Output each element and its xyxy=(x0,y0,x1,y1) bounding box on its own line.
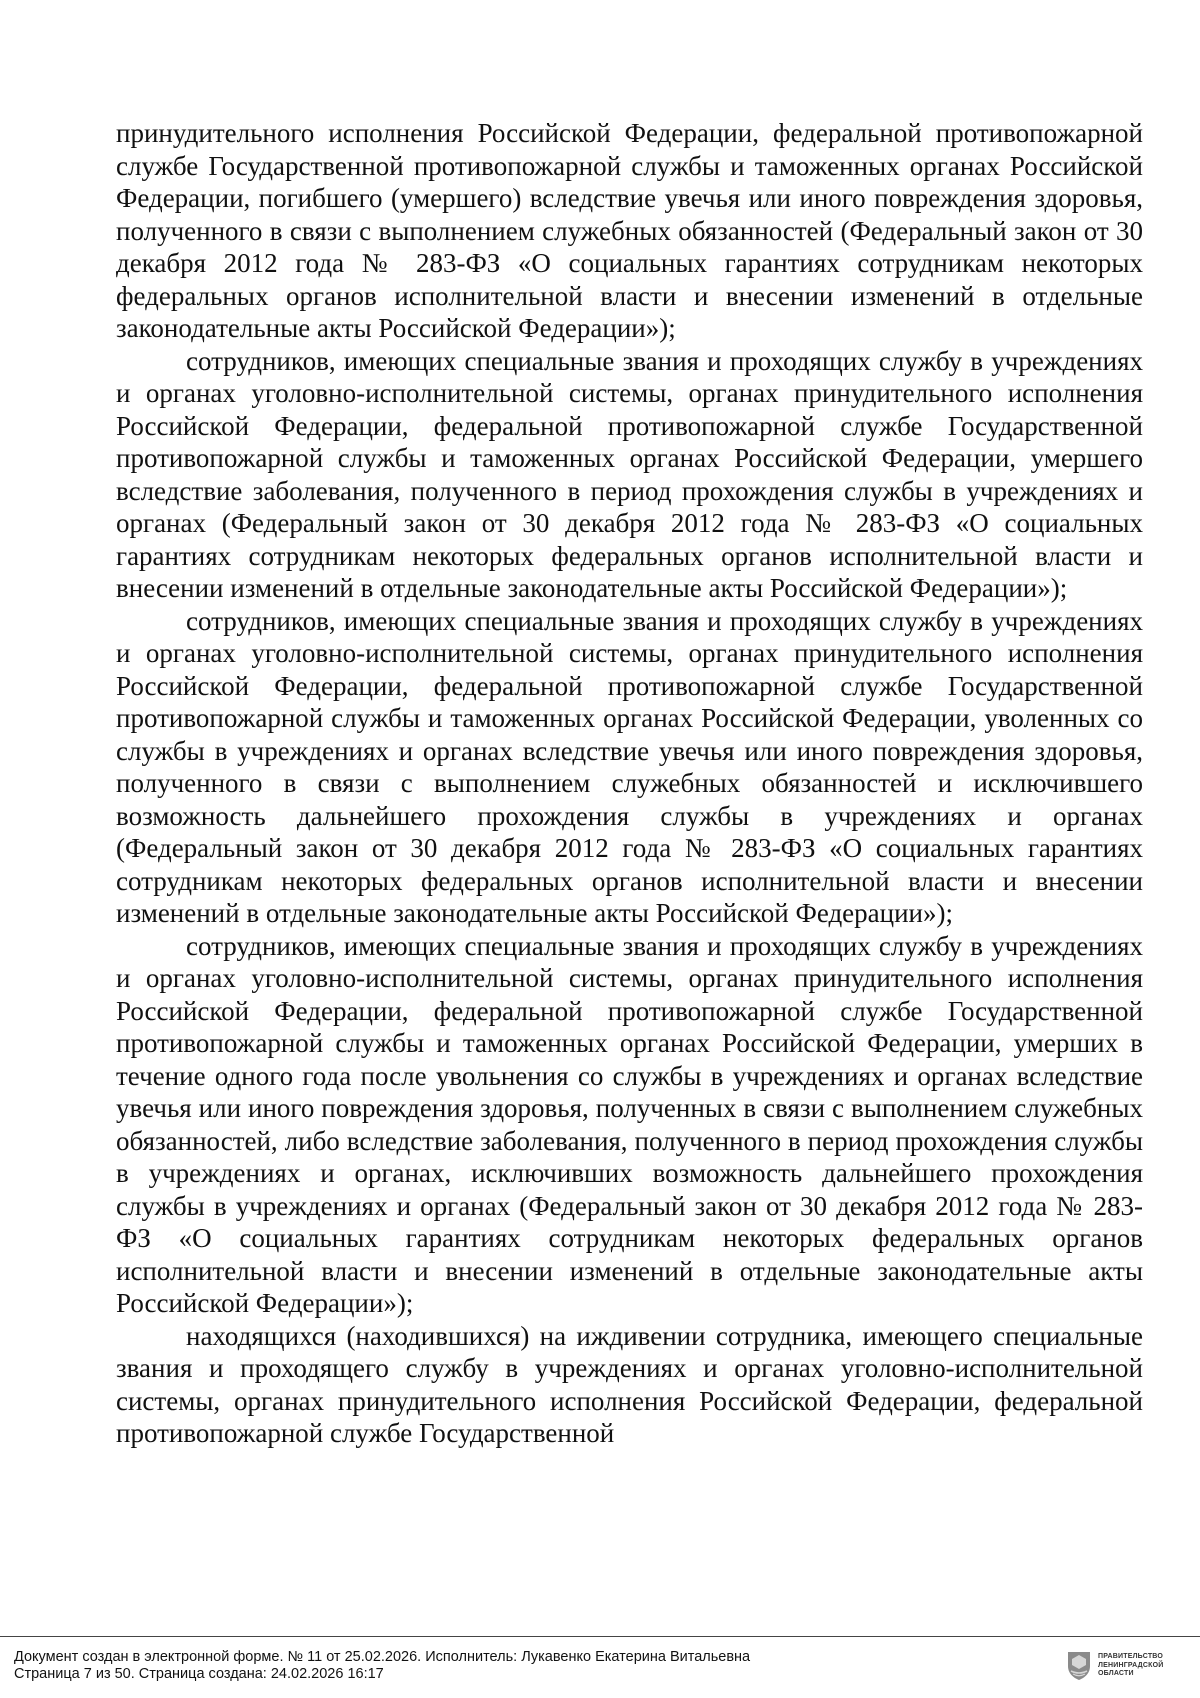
document-body xyxy=(116,117,1143,1450)
coat-of-arms-icon xyxy=(1066,1650,1092,1682)
footer-page-line: Страница 7 из 50. Страница создана: 24.02.2026 16:17 xyxy=(14,1666,384,1682)
paragraph-3: сотрудников, имеющих специальные звания и проходящих службу в учреждениях и органах уголовно-исполнительной системы, органах принудительного исполнения Российской Федерации, федеральной противопожарной службе Государственной противопожарной службы и таможенных органах Российской Федерации, уволенных со службы в учреждениях и органах вследствие увечья или иного повреждения здоровья, полученного в связи с выполнением служебных обязанностей и исключившего возможность дальнейшего прохождения службы в учреждениях и органах (Федеральный закон от 30 декабря 2012 года № 283-ФЗ «О социальных гарантиях сотрудникам некоторых федеральных органов исполнительной власти и внесении изменений в отдельные законодательные акты Российской Федерации»); xyxy=(116,605,1143,928)
paragraph-4: сотрудников, имеющих специальные звания и проходящих службу в учреждениях и органах уголовно-исполнительной системы, органах принудительного исполнения Российской Федерации, федеральной противопожарной службе Государственной противопожарной службы и таможенных органах Российской Федерации, умерших в течение одного года после увольнения со службы в учреждениях и органах вследствие увечья или иного повреждения здоровья, полученных в связи с выполнением служебных обязанностей, либо вследствие заболевания, полученного в период прохождения службы в учреждениях и органах, исключивших возможность дальнейшего прохождения службы в учреждениях и органах (Федеральный закон от 30 декабря 2012 года № 283-ФЗ «О социальных гарантиях сотрудникам некоторых федеральных органов исполнительной власти и внесении изменений в отдельные законодательные акты Российской Федерации»); xyxy=(116,930,1143,1318)
logo-caption xyxy=(1098,1653,1163,1679)
paragraph-2: сотрудников, имеющих специальные звания и проходящих службу в учреждениях и органах уголовно-исполнительной системы, органах принудительного исполнения Российской Федерации, федеральной противопожарной службе Государственной противопожарной службы и таможенных органах Российской Федерации, умершего вследствие заболевания, полученного в период прохождения службы в учреждениях и органах (Федеральный закон от 30 декабря 2012 года № 283-ФЗ «О социальных гарантиях сотрудникам некоторых федеральных органов исполнительной власти и внесении изменений в отдельные законодательные акты Российской Федерации»); xyxy=(116,345,1143,603)
government-logo xyxy=(1066,1646,1186,1686)
footer-divider xyxy=(0,1636,1200,1637)
footer-document-line: Документ создан в электронной форме. № 11 от 25.02.2026. Исполнитель: Лукавенко Екатерина Витальевна xyxy=(14,1649,751,1665)
logo-line-1: ПРАВИТЕЛЬСТВО xyxy=(1098,1653,1164,1661)
paragraph-5: находящихся (находившихся) на иждивении сотрудника, имеющего специальные звания и проходящего службу в учреждениях и органах уголовно-исполнительной системы, органах принудительного исполнения Российской Федерации, федеральной противопожарной службе Государственной xyxy=(116,1320,1143,1448)
logo-line-3: ОБЛАСТИ xyxy=(1098,1670,1134,1678)
logo-line-2: ЛЕНИНГРАДСКОЙ xyxy=(1098,1661,1164,1669)
paragraph-1: принудительного исполнения Российской Федерации, федеральной противопожарной службе Государственной противопожарной службы и таможенных органах Российской Федерации, погибшего (умершего) вследствие увечья или иного повреждения здоровья, полученного в связи с выполнением служебных обязанностей (Федеральный закон от 30 декабря 2012 года № 283-ФЗ «О социальных гарантиях сотрудникам некоторых федеральных органов исполнительной власти и внесении изменений в отдельные законодательные акты Российской Федерации»); xyxy=(116,118,1143,343)
footer-info xyxy=(14,1649,750,1683)
page-footer xyxy=(0,1636,1200,1698)
